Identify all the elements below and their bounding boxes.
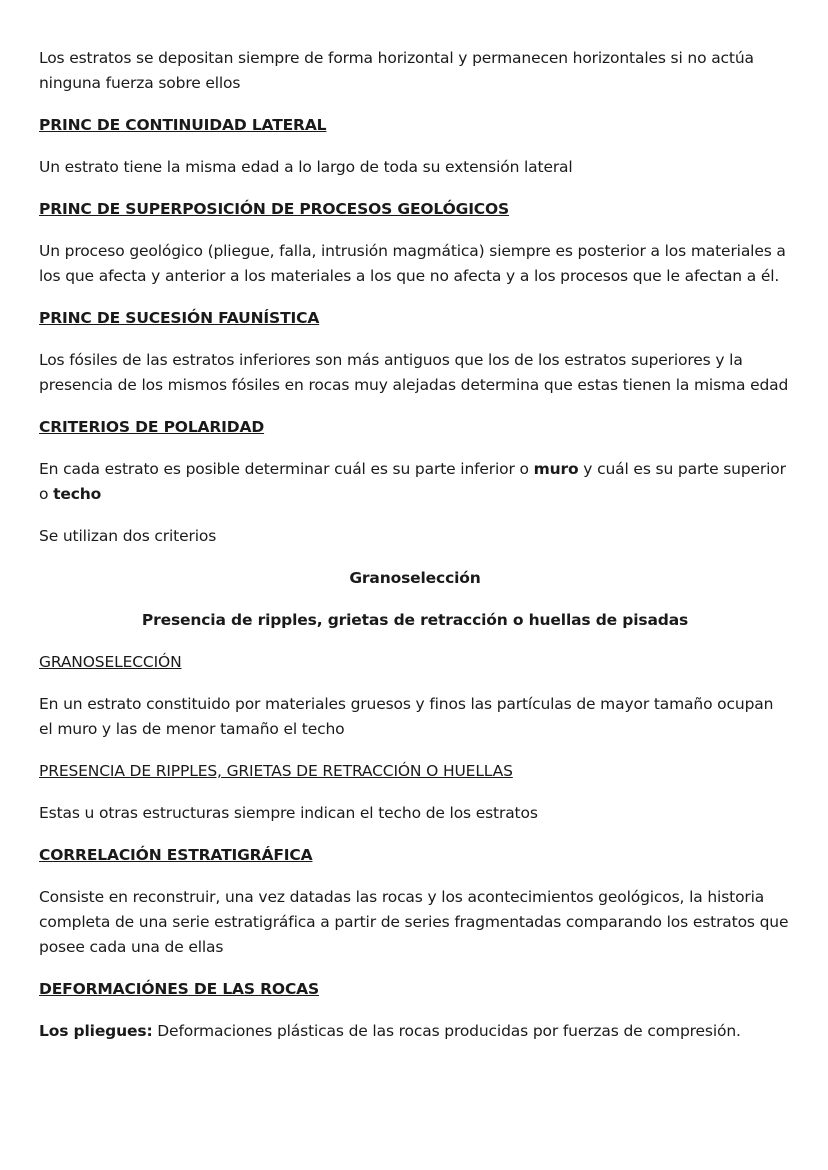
heading-sucesion-faunistica: PRINC DE SUCESIÓN FAUNÍSTICA <box>39 309 320 327</box>
subheading-ripples: PRESENCIA DE RIPPLES, GRIETAS DE RETRACCIÓN O HUELLAS <box>39 762 513 780</box>
paragraph-granoseleccion: En un estrato constituido por materiales gruesos y finos las partículas de mayor tamaño ocupan el muro y las de menor tamaño el techo <box>39 695 774 738</box>
polaridad-text-part1: En cada estrato es posible determinar cuál es su parte inferior o <box>39 460 534 478</box>
polaridad-text-part2: y cuál es su parte superior o <box>39 460 786 503</box>
heading-correlacion-estratigrafica: CORRELACIÓN ESTRATIGRÁFICA <box>39 846 313 864</box>
heading-superposicion-procesos: PRINC DE SUPERPOSICIÓN DE PROCESOS GEOLÓGICOS <box>39 200 510 218</box>
paragraph-correlacion-estratigrafica: Consiste en reconstruir, una vez datadas las rocas y los acontecimientos geológicos, la historia completa de una serie estratigráfica a partir de series fragmentadas comparando los estratos que posee cada una de ellas <box>39 888 789 956</box>
paragraph-sucesion-faunistica: Los fósiles de las estratos inferiores son más antiguos que los de los estratos superiores y la presencia de los mismos fósiles en rocas muy alejadas determina que estas tienen la misma edad <box>39 351 789 394</box>
criterion-granoseleccion: Granoselección <box>349 569 481 587</box>
pliegues-definition: Deformaciones plásticas de las rocas producidas por fuerzas de compresión. <box>152 1022 741 1040</box>
paragraph-ripples: Estas u otras estructuras siempre indican el techo de los estratos <box>39 804 538 822</box>
criterion-ripples: Presencia de ripples, grietas de retracción o huellas de pisadas <box>141 611 689 629</box>
term-muro: muro <box>533 460 579 478</box>
subheading-granoseleccion: GRANOSELECCIÓN <box>39 653 182 671</box>
paragraph-superposicion-procesos: Un proceso geológico (pliegue, falla, intrusión magmática) siempre es posterior a los materiales a los que afecta y anterior a los materiales a los que no afecta y a los procesos que le afectan a él. <box>39 242 786 285</box>
term-techo: techo <box>53 485 102 503</box>
paragraph-pliegues <box>39 1019 791 1044</box>
paragraph-criterios-polaridad <box>39 457 791 507</box>
document-page <box>39 46 791 1061</box>
heading-criterios-polaridad: CRITERIOS DE POLARIDAD <box>39 418 265 436</box>
intro-paragraph: Los estratos se depositan siempre de forma horizontal y permanecen horizontales si no actúa ninguna fuerza sobre ellos <box>39 49 754 92</box>
term-pliegues: Los pliegues: <box>39 1022 153 1040</box>
heading-deformaciones-rocas: DEFORMACIÓNES DE LAS ROCAS <box>39 980 320 998</box>
heading-continuidad-lateral: PRINC DE CONTINUIDAD LATERAL <box>39 116 327 134</box>
paragraph-dos-criterios: Se utilizan dos criterios <box>39 527 217 545</box>
paragraph-continuidad-lateral: Un estrato tiene la misma edad a lo largo de toda su extensión lateral <box>39 158 573 176</box>
